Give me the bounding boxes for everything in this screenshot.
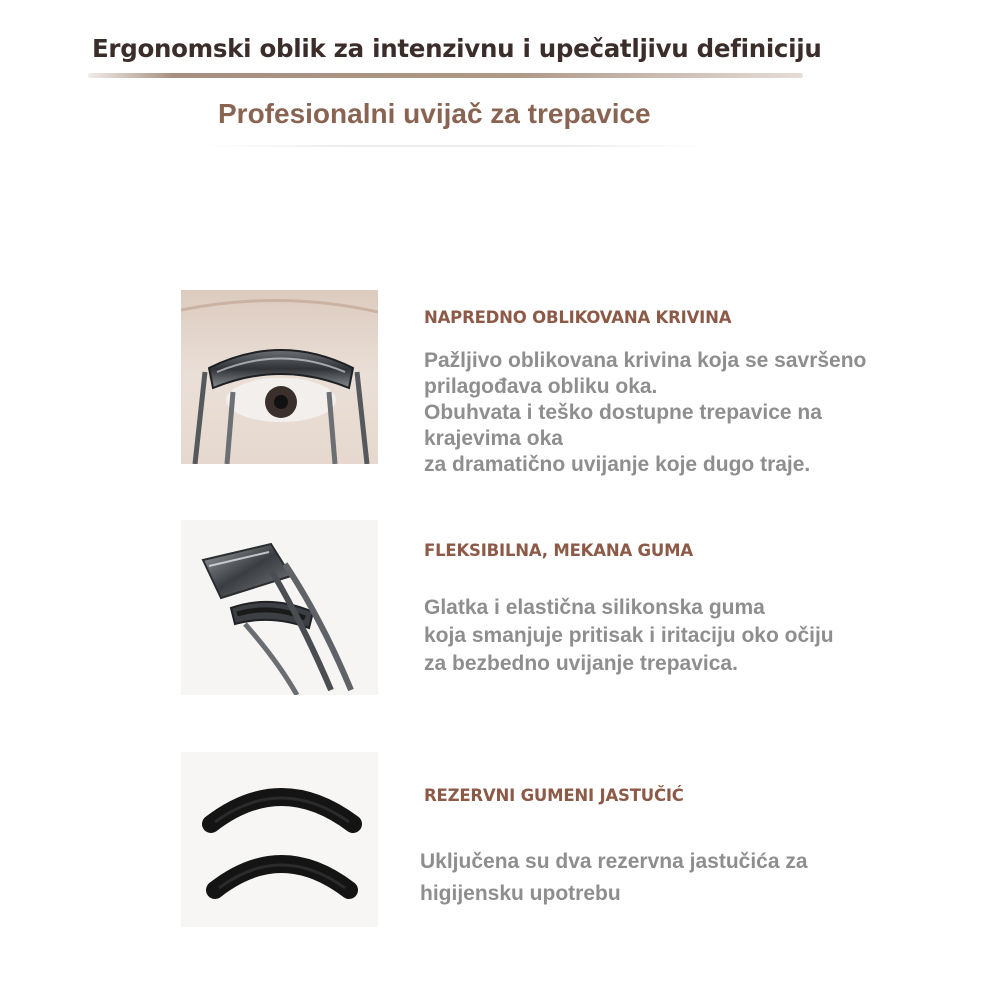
page-subtitle: Profesionalni uvijač za trepavice [218, 98, 651, 129]
lash-curler-closeup-photo [181, 520, 378, 695]
replacement-rubber-pads-photo [181, 752, 378, 927]
page-title: Ergonomski oblik za intenzivnu i upečatljivu definiciju [92, 34, 822, 63]
feature-body-curve [424, 348, 866, 478]
feature-body-line: koja smanjuje pritisak i iritaciju oko očiju [424, 624, 834, 647]
feature-body-line: Obuhvata i teško dostupne trepavice na [424, 401, 822, 424]
feature-body-line: Uključena su dva rezervna jastučića za [420, 850, 808, 873]
feature-body-line: prilagođava obliku oka. [424, 375, 658, 398]
feature-heading-curve: NAPREDNO OBLIKOVANA KRIVINA [424, 308, 732, 327]
feature-body-line: Glatka i elastična silikonska guma [424, 596, 765, 619]
feature-heading-pads: REZERVNI GUMENI JASTUČIĆ [424, 786, 684, 805]
feature-body-pads [420, 846, 808, 910]
eye-with-lash-curler-photo [181, 290, 378, 464]
feature-body-line: za dramatično uvijanje koje dugo traje. [424, 453, 811, 476]
title-underline [88, 73, 803, 78]
feature-body-line: higijensku upotrebu [420, 882, 621, 905]
feature-body-line: krajevima oka [424, 427, 563, 450]
feature-body-line: za bezbedno uvijanje trepavica. [424, 652, 738, 675]
feature-heading-rubber: FLEKSIBILNA, MEKANA GUMA [424, 541, 693, 560]
feature-body-line: Pažljivo oblikovana krivina koja se savršeno [424, 349, 867, 372]
feature-body-rubber [424, 594, 834, 678]
subtitle-divider [200, 145, 710, 147]
